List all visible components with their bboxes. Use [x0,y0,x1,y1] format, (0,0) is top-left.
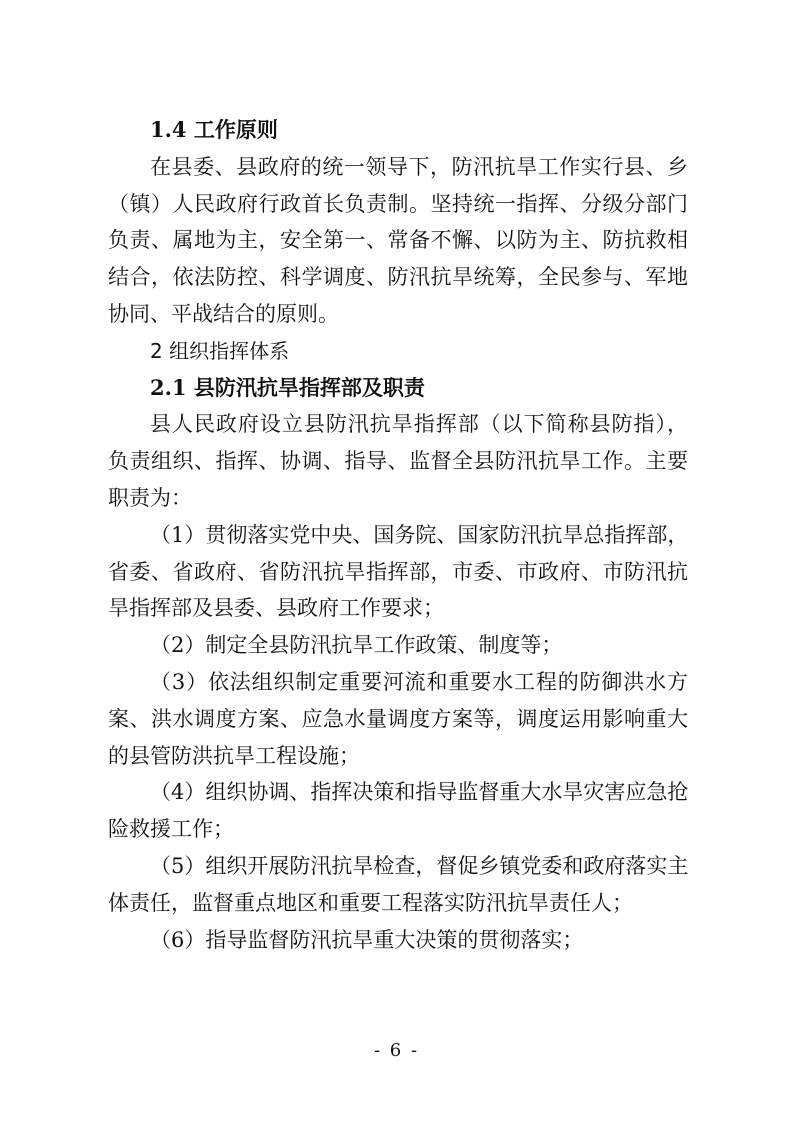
list-item-line: （1）贯彻落实党中央、国务院、国家防汛抗旱总指挥部， [150,522,689,547]
list-item-line: 案、洪水调度方案、应急水量调度方案等，调度运用影响重大 [108,706,688,731]
paragraph-line: 结合，依法防控、科学调度、防汛抗旱统筹，全民参与、军地 [108,265,688,290]
list-item-line: （6）指导监督防汛抗旱重大决策的贯彻落实； [150,927,584,952]
list-item-line: （2）制定全县防汛抗旱工作政策、制度等； [150,633,563,658]
list-item-line: 险救援工作； [108,817,234,842]
list-item-line: 旱指挥部及县委、县政府工作要求； [108,596,444,621]
paragraph-line: 在县委、县政府的统一领导下，防汛抗旱工作实行县、乡 [150,154,688,179]
list-item-line: （4）组织协调、指挥决策和指导监督重大水旱灾害应急抢 [150,780,689,805]
paragraph-line: 县人民政府设立县防汛抗旱指挥部（以下简称县防指）， [150,412,688,437]
paragraph-line: 职责为： [108,485,192,510]
paragraph-line: 负责、属地为主，安全第一、常备不懈、以防为主、防抗救相 [108,228,688,253]
paragraph-line: 协同、平战结合的原则。 [108,301,339,326]
heading-1-4: 1.4 工作原则 [150,117,278,142]
page-number: - 6 - [373,1040,420,1061]
paragraph-line: （镇）人民政府行政首长负责制。坚持统一指挥、分级分部门 [108,191,688,216]
document-body [108,112,688,958]
list-item-line: （3）依法组织制定重要河流和重要水工程的防御洪水方 [150,669,688,694]
heading-2: 2 组织指挥体系 [150,338,290,363]
paragraph-line: 负责组织、指挥、协调、指导、监督全县防汛抗旱工作。主要 [108,449,688,474]
list-item-line: 体责任，监督重点地区和重要工程落实防汛抗旱责任人； [108,890,633,915]
list-item-line: 省委、省政府、省防汛抗旱指挥部，市委、市政府、市防汛抗 [108,559,688,584]
list-item-line: （5）组织开展防汛抗旱检查，督促乡镇党委和政府落实主 [150,853,689,878]
list-item-line: 的县管防洪抗旱工程设施； [108,743,360,768]
heading-2-1: 2.1 县防汛抗旱指挥部及职责 [150,374,425,400]
